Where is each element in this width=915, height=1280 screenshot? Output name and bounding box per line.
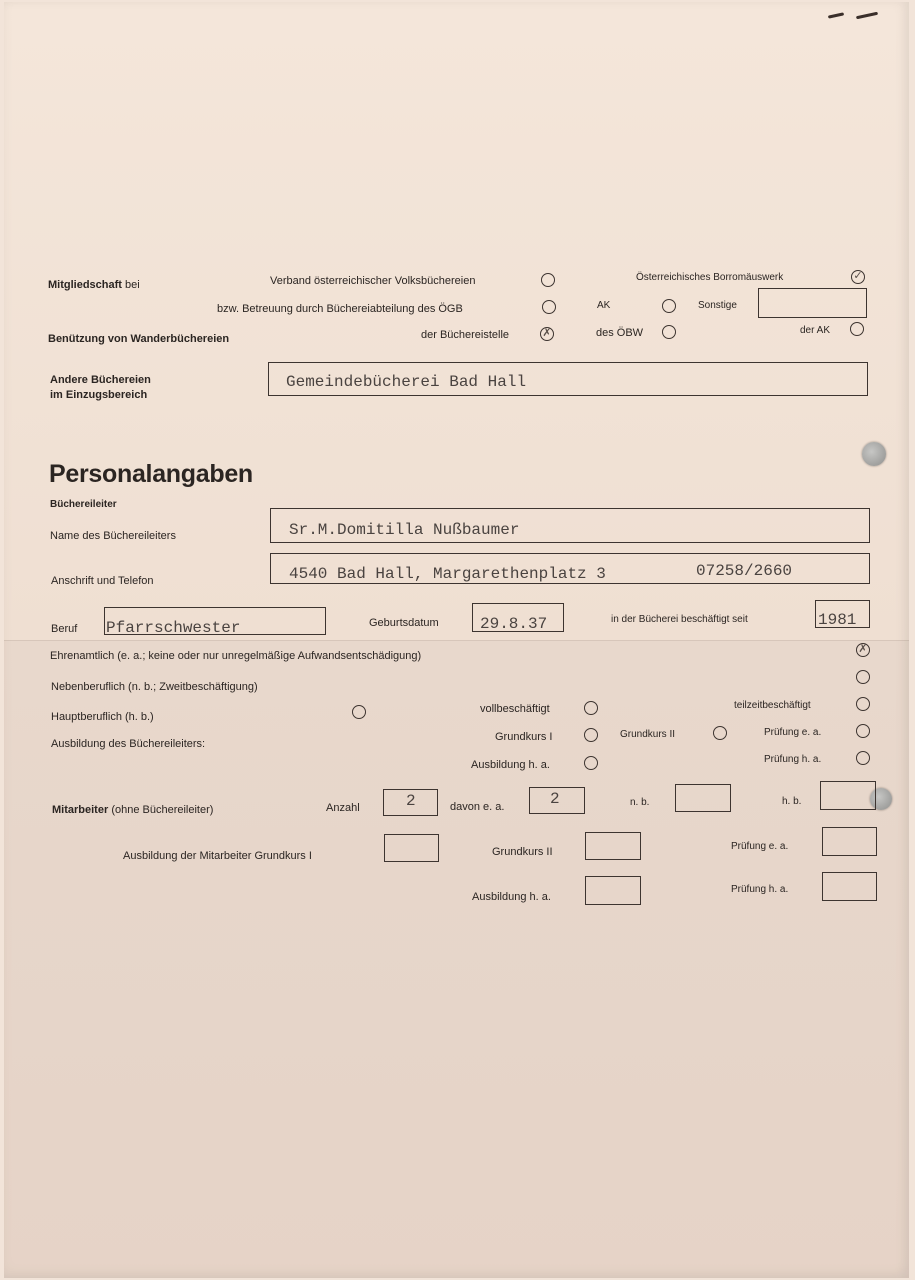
grundkurs1-label: Grundkurs I [495,731,553,743]
membership-label: Mitgliedschaft bei [48,279,140,291]
cross-mark: ✗ [542,326,552,339]
teilzeit-label: teilzeitbeschäftigt [734,700,811,711]
option-label-ak: AK [597,300,611,311]
radio-wander-ak[interactable] [850,322,864,336]
radio-grundkurs2[interactable] [713,726,727,740]
nebenberuflich-label: Nebenberuflich (n. b.; Zweitbeschäftigung) [51,681,258,693]
radio-oegb[interactable] [542,300,556,314]
nb-label: n. b. [630,797,650,808]
ausbildung-ha-label: Ausbildung h. a. [471,759,550,771]
ma-grundkurs2-field[interactable] [585,832,641,860]
radio-ak[interactable] [662,299,676,313]
radio-pruefung-ha[interactable] [856,751,870,765]
geburt-label: Geburtsdatum [369,617,439,629]
radio-nebenberuflich[interactable] [856,670,870,684]
radio-obw[interactable] [662,325,676,339]
address-value: 4540 Bad Hall, Margarethenplatz 3 [289,565,606,583]
ma-pruefung-ha-field[interactable] [822,872,877,901]
radio-ausbildung-ha[interactable] [584,756,598,770]
davon-ea-label: davon e. a. [450,801,505,813]
ausbildung-mitarbeiter-label: Ausbildung der Mitarbeiter Grundkurs I [123,850,312,862]
option-label-vooe: Verband österreichischer Volksbüchereien [270,275,476,287]
punch-hole [862,442,886,466]
seit-label: in der Bücherei beschäftigt seit [611,614,748,625]
subheading-leiter: Büchereileiter [50,499,117,510]
radio-grundkurs1[interactable] [584,728,598,742]
beruf-label: Beruf [51,623,78,635]
radio-vollbeschaeftigt[interactable] [584,701,598,715]
check-mark: ✓ [853,269,863,282]
option-label-obw: des ÖBW [596,327,644,339]
andere-label: Andere Büchereien im Einzugsbereich [50,374,151,401]
radio-ehrenamtlich[interactable] [856,643,870,657]
ma-pruefung-ea-label: Prüfung e. a. [731,841,789,852]
seit-value: 1981 [818,611,857,629]
hb-label: h. b. [782,796,802,807]
grundkurs2-label: Grundkurs II [620,729,676,740]
hauptberuflich-label: Hauptberuflich (h. b.) [51,711,154,723]
nb-field[interactable] [675,784,731,812]
ehrenamtlich-label: Ehrenamtlich (e. a.; keine oder nur unregelmäßige Aufwandsentschädigung) [50,650,422,662]
option-label-wander-ak: der AK [800,325,831,336]
name-label: Name des Büchereileiters [50,530,176,542]
radio-pruefung-ea[interactable] [856,724,870,738]
paper-fold-line [4,640,909,641]
address-label: Anschrift und Telefon [51,575,154,587]
ma-pruefung-ha-label: Prüfung h. a. [731,884,789,895]
radio-buechereistelle[interactable] [540,327,554,341]
sonstige-field[interactable] [758,288,867,318]
pruefung-ha-label: Prüfung h. a. [764,754,822,765]
anzahl-value: 2 [406,792,416,810]
pruefung-ea-label: Prüfung e. a. [764,727,822,738]
ma-ausbildung-ha-label: Ausbildung h. a. [472,891,551,903]
option-label-oegb: bzw. Betreuung durch Büchereiabteilung des ÖGB [217,303,463,315]
cross-mark: ✗ [858,642,868,655]
phone-value: 07258/2660 [696,562,793,580]
radio-borromaeus[interactable] [851,270,865,284]
ma-pruefung-ea-field[interactable] [822,827,877,856]
ma-ausbildung-ha-field[interactable] [585,876,641,905]
beruf-value: Pfarrschwester [106,619,241,637]
mitarbeiter-label: Mitarbeiter (ohne Büchereileiter) [52,804,214,816]
wander-label: Benützung von Wanderbüchereien [48,333,230,345]
ma-grundkurs2-label: Grundkurs II [492,846,553,858]
anzahl-label: Anzahl [326,802,360,814]
andere-value: Gemeindebücherei Bad Hall [286,373,527,391]
radio-teilzeit[interactable] [856,697,870,711]
option-label-borromaeus: Österreichisches Borromäuswerk [636,272,784,283]
section-heading: Personalangaben [49,460,253,488]
geburt-value: 29.8.37 [480,615,548,633]
name-value: Sr.M.Domitilla Nußbaumer [289,521,520,539]
radio-hauptberuflich[interactable] [352,705,366,719]
option-label-sonstige: Sonstige [698,300,737,311]
davon-ea-value: 2 [550,790,560,808]
ausbildung-leiter-label: Ausbildung des Büchereileiters: [51,738,206,750]
vollbeschaeftigt-label: vollbeschäftigt [480,703,550,715]
option-label-buechereistelle: der Büchereistelle [421,329,510,341]
radio-vooe[interactable] [541,273,555,287]
ma-grundkurs1-field[interactable] [384,834,439,862]
hb-field[interactable] [820,781,876,810]
